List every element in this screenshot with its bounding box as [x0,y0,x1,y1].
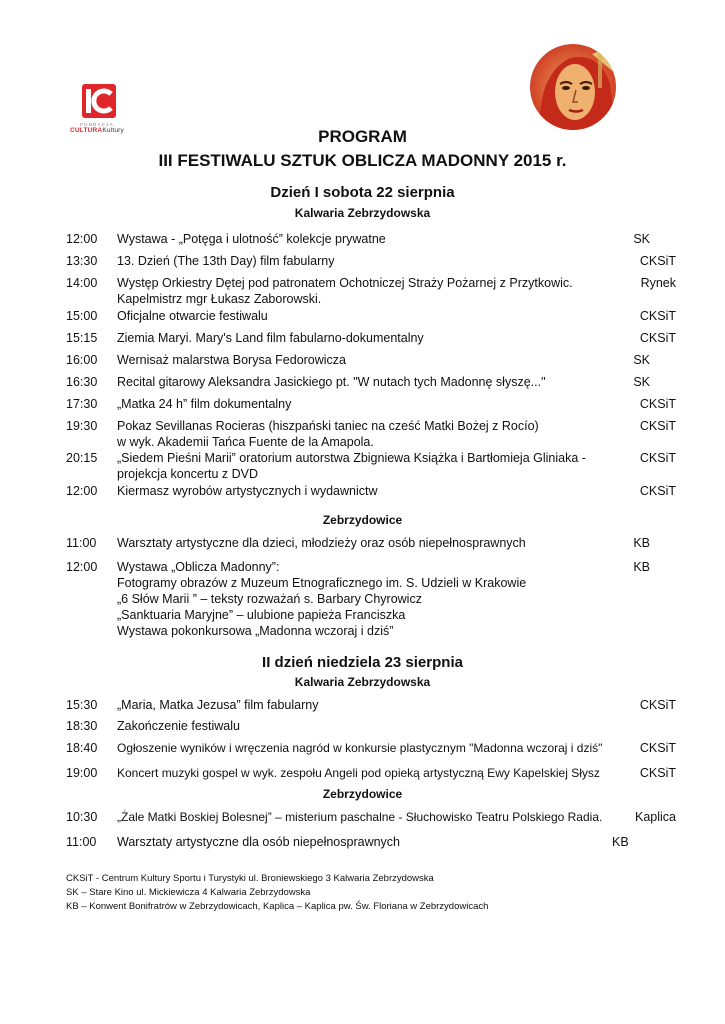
event-description: „Siedem Pieśni Marii” oratorium autorstwa Zbigniewa Książka i Bartłomieja Gliniaka - [117,451,586,465]
event-time: 17:30 [66,397,98,411]
legend-cksit: CKSiT - Centrum Kultury Sportu i Turystyki ul. Broniewskiego 3 Kalwaria Zebrzydowska [66,873,434,884]
event-time: 15:30 [66,698,98,712]
legend-sk: SK – Stare Kino ul. Mickiewicza 4 Kalwaria Zebrzydowska [66,887,311,898]
event-venue: CKSiT [639,331,676,345]
event-description: Zakończenie festiwalu [117,719,240,733]
event-venue: Kaplica [635,810,676,824]
event-description: Koncert muzyki gospel w wyk. zespołu Angeli pod opieką artystyczną Ewy Kapelskiej Słysz [117,766,600,780]
event-time: 11:00 [66,835,97,849]
exhibition-line: „6 Słów Marii ” – teksty rozważań s. Barbary Chyrowicz [117,592,422,606]
event-time: 16:30 [66,375,98,389]
exhibition-line: „Sanktuaria Maryjne” – ulubione papieża Franciszka [117,608,406,622]
event-venue: CKSiT [639,484,676,498]
event-description: „Żale Matki Boskiej Bolesnej” – misterium paschalne - Słuchowisko Teatru Polskiego Radia. [117,810,603,824]
event-venue: CKSiT [639,397,676,411]
event-description: Wystawa - „Potęga i ulotność” kolekcje prywatne [117,232,386,246]
event-description-line2: projekcja koncertu z DVD [117,467,259,481]
event-description: „Matka 24 h” film dokumentalny [117,397,292,411]
event-description: Występ Orkiestry Dętej pod patronatem Ochotniczej Straży Pożarnej z Przytkowic. [117,276,573,290]
event-description: Wernisaż malarstwa Borysa Fedorowicza [117,353,347,367]
event-description: Recital gitarowy Aleksandra Jasickiego pt. "W nutach tych Madonnę słyszę..." [117,375,546,389]
event-description: Ogłoszenie wyników i wręczenia nagród w konkursie plastycznym "Madonna wczoraj i dziś" [117,741,603,755]
event-venue: KB [612,835,629,849]
logo-brand-light: Kultury [102,127,124,134]
day1-heading: Dzień I sobota 22 sierpnia [270,184,455,201]
event-description: „Maria, Matka Jezusa” film fabularny [117,698,319,712]
legend-kb: KB – Konwent Bonifratrów w Zebrzydowicach, Kaplica – Kaplica pw. Św. Floriana w Zebrzydowicach [66,901,489,912]
event-venue: CKSiT [639,698,676,712]
event-venue: KB [633,536,650,550]
event-time: 18:30 [66,719,98,733]
day1-place-zebrzydowice: Zebrzydowice [322,513,403,527]
event-venue: Rynek [640,276,676,290]
event-venue: SK [633,353,650,367]
event-description: Wystawa „Oblicza Madonny”: [117,560,280,574]
festival-title: III FESTIWALU SZTUK OBLICZA MADONNY 2015 r. [158,151,567,170]
event-time: 19:30 [66,419,98,433]
event-time: 16:00 [66,353,98,367]
event-venue: CKSiT [639,766,676,780]
event-venue: CKSiT [639,741,676,755]
event-venue: CKSiT [639,309,676,323]
event-time: 15:15 [66,331,98,345]
event-description-line2: w wyk. Akademii Tańca Fuente de la Amapola. [117,435,374,449]
event-time: 12:00 [66,232,98,246]
event-time: 12:00 [66,560,98,574]
day2-heading: II dzień niedziela 23 sierpnia [262,654,463,671]
event-venue: CKSiT [639,451,676,465]
event-venue: SK [633,232,650,246]
event-time: 14:00 [66,276,98,290]
event-time: 20:15 [66,451,98,465]
logo-small-text: FUNDACJA [80,122,114,127]
day2-place-kalwaria: Kalwaria Zebrzydowska [294,675,431,689]
event-time: 19:00 [66,766,98,780]
program-title: PROGRAM [318,127,407,146]
event-time: 12:00 [66,484,98,498]
event-time: 13:30 [66,254,98,268]
event-description: Ziemia Maryi. Mary's Land film fabularno-dokumentalny [117,331,424,345]
event-time: 15:00 [66,309,98,323]
event-time: 18:40 [66,741,98,755]
day1-place-kalwaria: Kalwaria Zebrzydowska [294,206,431,220]
event-description: Warsztaty artystyczne dla dzieci, młodzieży oraz osób niepełnosprawnych [117,536,526,550]
event-time: 11:00 [66,536,97,550]
event-description: Pokaz Sevillanas Rocieras (hiszpański taniec na cześć Matki Bożej z Rocío) [117,419,539,433]
event-venue: CKSiT [639,419,676,433]
exhibition-line: Wystawa pokonkursowa „Madonna wczoraj i dziś” [117,624,394,638]
madonna-icon-image [530,44,616,130]
event-description-line2: Kapelmistrz mgr Łukasz Zaborowski. [117,292,322,306]
event-description: Oficjalne otwarcie festiwalu [117,309,268,323]
event-time: 10:30 [66,810,98,824]
event-venue: SK [633,375,650,389]
logo-brand-bold: CULTURA [70,127,103,134]
day2-place-zebrzydowice: Zebrzydowice [322,787,403,801]
event-venue: KB [633,560,650,574]
event-description: Warsztaty artystyczne dla osób niepełnosprawnych [117,835,401,849]
event-venue: CKSiT [639,254,676,268]
event-description: 13. Dzień (The 13th Day) film fabularny [117,254,335,268]
logo-mark [82,84,116,118]
event-description: Kiermasz wyrobów artystycznych i wydawnictw [117,484,378,498]
exhibition-line: Fotogramy obrazów z Muzeum Etnograficznego im. S. Udzieli w Krakowie [117,576,527,590]
